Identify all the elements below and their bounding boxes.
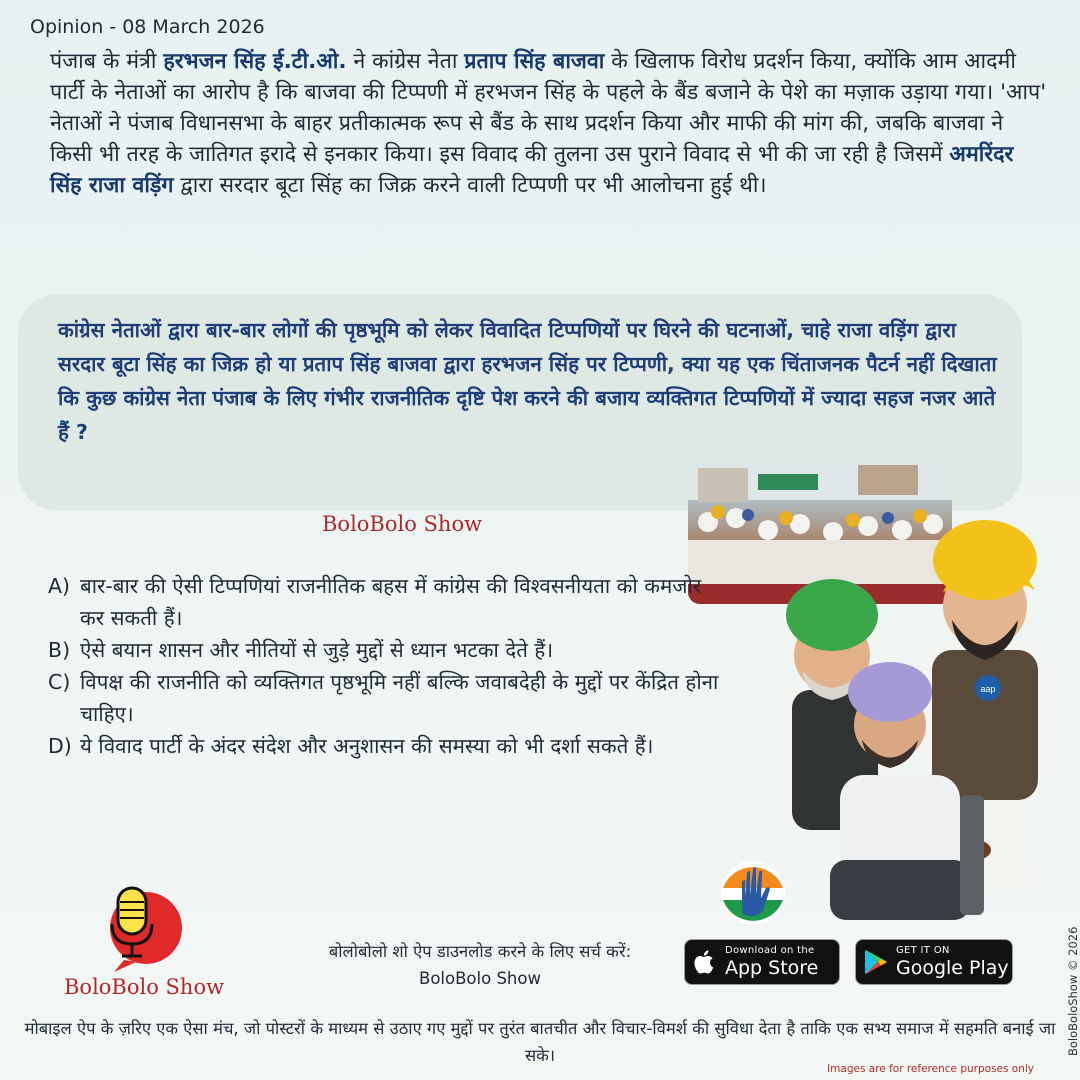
google-play-label: Google Play	[896, 957, 1009, 979]
intro-paragraph	[50, 46, 1050, 201]
option-text: ऐसे बयान शासन और नीतियों से जुड़े मुद्दों से ध्यान भटका देते हैं।	[80, 638, 554, 662]
podcast-mic-icon	[96, 880, 186, 975]
app-store-small-label: Download on the	[725, 945, 815, 956]
option-d[interactable]	[48, 730, 728, 762]
footer-text: मोबाइल ऐप के ज़रिए एक ऐसा मंच, जो पोस्टरों के माध्यम से उठाए गए मुद्दों पर तुरंत बातचीत और विचार-विमर्श की सुविधा देता है ताकि एक सभ्य समाज में सहमति बनाई जा सके।	[24, 1019, 1056, 1065]
intro-text: द्वारा सरदार बूटा सिंह का जिक्र करने वाली टिप्पणी पर भी आलोचना हुई थी।	[173, 173, 767, 198]
google-play-small-label: GET IT ON	[896, 945, 950, 956]
option-key: B)	[48, 638, 71, 662]
copyright: BoloBoloShow © 2026	[1066, 926, 1080, 1056]
option-text: बार-बार की ऐसी टिप्पणियां राजनीतिक बहस में कांग्रेस की विश्वसनीयता को कमजोर कर सकती हैं।	[80, 574, 702, 630]
intro-text: के खिलाफ विरोध प्रदर्शन किया, क्योंकि आम आदमी पार्टी के नेताओं का आरोप है कि बाजवा की टिप्पणी में हरभजन सिंह के पहले के बैंड बजाने के पेशे का मज़ाक उड़ाया गया। 'आप' नेताओं ने पंजाब विधानसभा के बाहर प्रतीकात्मक रूप से बैंड के साथ प्रदर्शन किया और माफी की मांग की, जबकि बाजवा ने किसी भी तरह के जातिगत इरादे से इनकार किया। इस विवाद की तुलना उस पुराने विवाद से भी की जा रही है जिसमें	[50, 49, 1047, 167]
download-prompt	[290, 938, 670, 992]
google-play-icon	[856, 939, 896, 985]
dateline: Opinion - 08 March 2026	[30, 16, 265, 38]
app-store-label: App Store	[725, 957, 819, 979]
aap-badge: aap	[980, 684, 996, 694]
highlighted-name: अमरिंदर सिंह राजा वड़िंग	[50, 142, 1014, 198]
option-text: ये विवाद पार्टी के अंदर संदेश और अनुशासन की समस्या को भी दर्शा सकते हैं।	[80, 734, 654, 758]
option-key: A)	[48, 574, 71, 598]
option-a[interactable]	[48, 570, 728, 634]
google-play-button[interactable]	[855, 939, 1013, 985]
congress-hand-logo	[720, 858, 786, 928]
intro-text: पंजाब के मंत्री	[50, 49, 164, 74]
highlighted-name: हरभजन सिंह ई.टी.ओ.	[163, 49, 347, 74]
options-list	[48, 570, 728, 762]
search-prompt: बोलोबोलो शो ऐप डाउनलोड करने के लिए सर्च करें:	[328, 942, 632, 961]
intro-text: ने कांग्रेस नेता	[346, 49, 465, 74]
option-text: विपक्ष की राजनीति को व्यक्तिगत पृष्ठभूमि नहीं बल्कि जवाबदेही के मुद्दों पर केंद्रित होना चाहिए।	[80, 670, 719, 726]
option-c[interactable]	[48, 666, 728, 730]
disclaimer: Images are for reference purposes only	[827, 1063, 1034, 1075]
caricature-illustration	[760, 500, 1080, 935]
question-text: कांग्रेस नेताओं द्वारा बार-बार लोगों की पृष्ठभूमि को लेकर विवादित टिप्पणियों पर घिरने की घटनाओं, चाहे राजा वड़िंग द्वारा सरदार बूटा सिंह का जिक्र हो या प्रताप सिंह बाजवा द्वारा हरभजन सिंह पर टिप्पणी, क्या यह एक चिंताजनक पैटर्न नहीं दिखाता कि कुछ कांग्रेस नेता पंजाब के लिए गंभीर राजनीतिक दृष्टि पेश करने की बजाय व्यक्तिगत टिप्पणियों में ज्यादा सहज नजर आते हैं ?	[58, 318, 997, 444]
apple-icon	[685, 939, 725, 985]
option-b[interactable]	[48, 634, 728, 666]
brand-logo-text: BoloBolo Show	[64, 975, 225, 999]
search-term: BoloBolo Show	[419, 969, 541, 988]
highlighted-name: प्रताप सिंह बाजवा	[464, 49, 605, 74]
app-store-button[interactable]	[684, 939, 840, 985]
option-key: C)	[48, 670, 71, 694]
brand-name: BoloBolo Show	[322, 512, 483, 536]
option-key: D)	[48, 734, 72, 758]
